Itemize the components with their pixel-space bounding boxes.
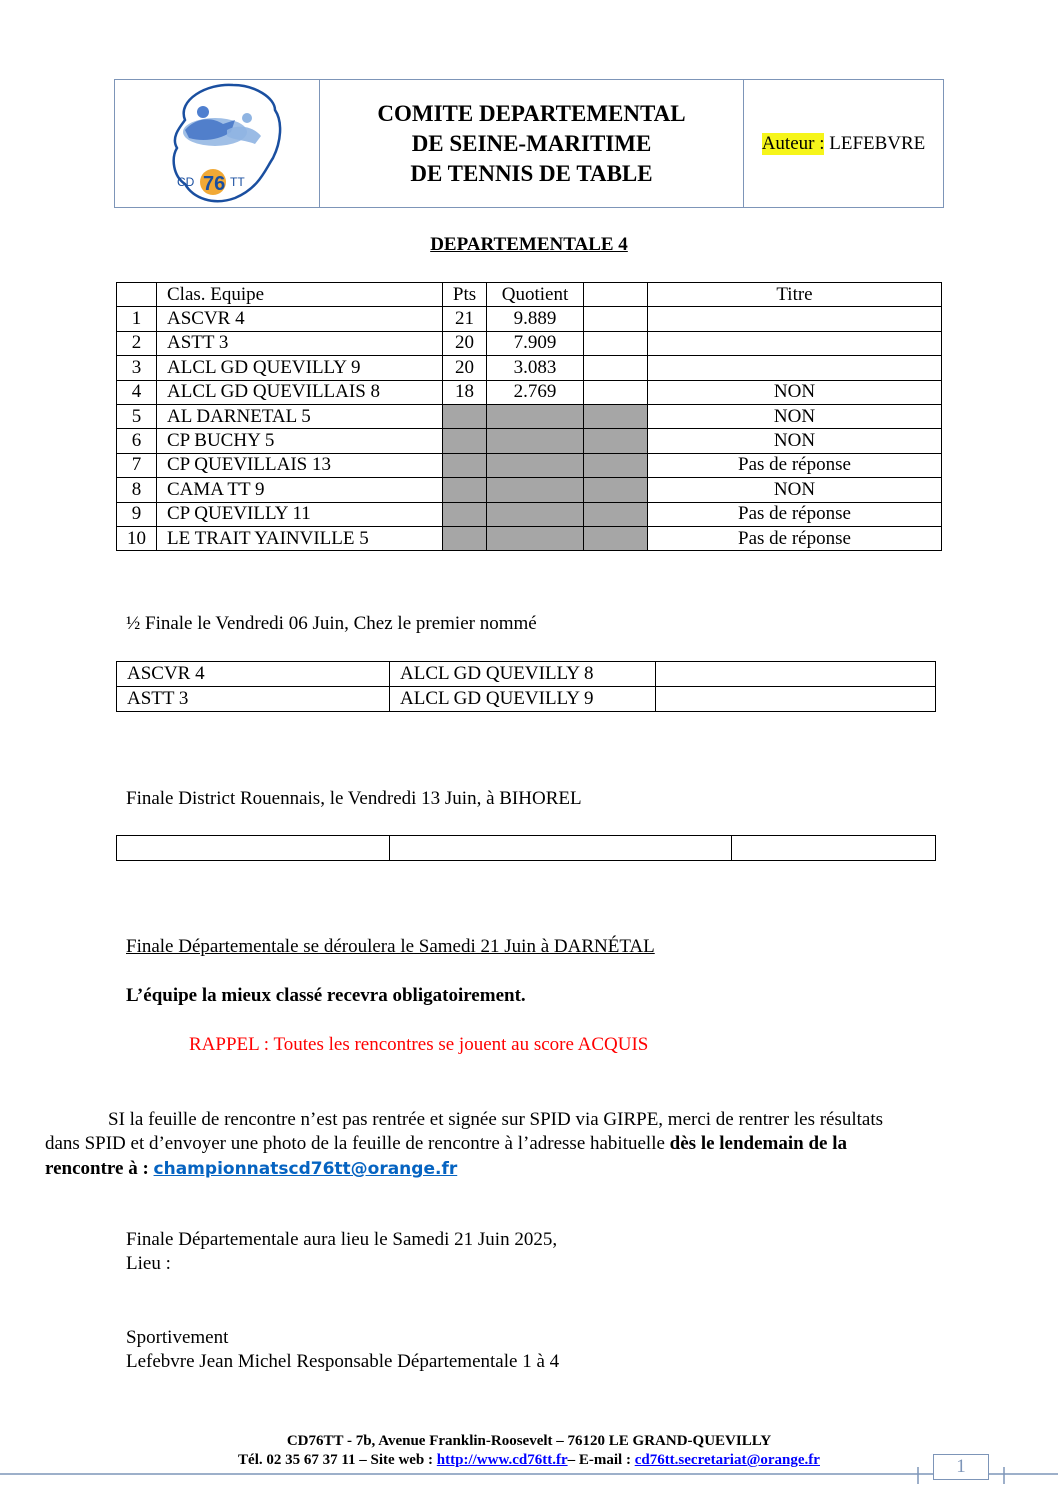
- footer-email-link[interactable]: cd76tt.secretariat@orange.fr: [634, 1452, 820, 1468]
- points-cell: 18: [443, 380, 487, 404]
- best-team-line: L’équipe la mieux classé recevra obligatoirement.: [126, 985, 526, 1006]
- extra-cell: [584, 404, 648, 428]
- quotient-cell: [487, 429, 584, 453]
- quotient-cell: 9.889: [487, 307, 584, 331]
- quotient-cell: [487, 502, 584, 526]
- ranking-table: [116, 282, 942, 551]
- organization-title: [320, 80, 744, 207]
- ranking-row: [117, 404, 942, 428]
- footer-address: CD76TT - 7b, Avenue Franklin-Roosevelt – 76120 LE GRAND-QUEVILLY: [286, 1433, 772, 1449]
- ranking-row: [117, 526, 942, 550]
- points-cell: [443, 502, 487, 526]
- title-cell: Pas de réponse: [648, 502, 942, 526]
- page-number: 1: [933, 1454, 989, 1480]
- ranking-row: [117, 502, 942, 526]
- header-rank: [117, 283, 157, 307]
- header-quotient: Quotient: [487, 283, 584, 307]
- footer-phone: Tél. 02 35 67 37 11 – Site web :: [238, 1452, 437, 1468]
- match-home: ASTT 3: [117, 687, 390, 712]
- points-cell: [443, 404, 487, 428]
- match-away: ALCL GD QUEVILLY 8: [390, 662, 656, 687]
- header-title: Titre: [648, 283, 942, 307]
- ranking-row: [117, 478, 942, 502]
- signature-closing: Sportivement: [126, 1327, 229, 1348]
- points-cell: 21: [443, 307, 487, 331]
- rank-cell: 3: [117, 356, 157, 380]
- header-points: Pts: [443, 283, 487, 307]
- rank-cell: 2: [117, 331, 157, 355]
- semifinal-table: [116, 661, 936, 712]
- championship-email-link[interactable]: championnatscd76tt@orange.fr: [153, 1159, 458, 1179]
- team-cell: ASTT 3: [157, 331, 443, 355]
- quotient-cell: 2.769: [487, 380, 584, 404]
- extra-cell: [584, 331, 648, 355]
- quotient-cell: 3.083: [487, 356, 584, 380]
- team-cell: CP QUEVILLAIS 13: [157, 453, 443, 477]
- footer-website-link[interactable]: http://www.cd76tt.fr: [436, 1452, 568, 1468]
- svg-text:TT: TT: [230, 175, 245, 189]
- org-line-1: COMITE DEPARTEMENTAL: [377, 100, 686, 126]
- extra-cell: [584, 526, 648, 550]
- district-final-intro: Finale District Rouennais, le Vendredi 13 Juin, à BIHOREL: [126, 788, 582, 809]
- district-final-row: [117, 836, 936, 861]
- district-result: [732, 836, 936, 861]
- title-cell: [648, 356, 942, 380]
- final-info-line-2: Lieu :: [126, 1253, 171, 1274]
- instructions-line-3-bold: rencontre à :: [45, 1158, 154, 1179]
- ranking-row: [117, 356, 942, 380]
- extra-cell: [584, 502, 648, 526]
- extra-cell: [584, 356, 648, 380]
- match-result: [656, 687, 936, 712]
- semifinal-row: [117, 687, 936, 712]
- rank-cell: 1: [117, 307, 157, 331]
- svg-text:76: 76: [203, 173, 226, 195]
- quotient-cell: [487, 404, 584, 428]
- points-cell: 20: [443, 356, 487, 380]
- author-name: LEFEBVRE: [829, 132, 926, 154]
- rank-cell: 10: [117, 526, 157, 550]
- team-cell: ASCVR 4: [157, 307, 443, 331]
- title-cell: [648, 307, 942, 331]
- team-cell: CP BUCHY 5: [157, 429, 443, 453]
- dept-final-line: Finale Départementale se déroulera le Samedi 21 Juin à DARNÉTAL: [126, 936, 655, 957]
- extra-cell: [584, 478, 648, 502]
- instructions-line-2-bold: dès le lendemain de la: [669, 1133, 848, 1154]
- quotient-cell: 7.909: [487, 331, 584, 355]
- ranking-row: [117, 453, 942, 477]
- district-home: [117, 836, 390, 861]
- match-away: ALCL GD QUEVILLY 9: [390, 687, 656, 712]
- title-cell: NON: [648, 404, 942, 428]
- ranking-row: [117, 429, 942, 453]
- rank-cell: 8: [117, 478, 157, 502]
- team-cell: CP QUEVILLY 11: [157, 502, 443, 526]
- author-label: Auteur :: [761, 132, 825, 154]
- match-home: ASCVR 4: [117, 662, 390, 687]
- points-cell: [443, 478, 487, 502]
- points-cell: 20: [443, 331, 487, 355]
- points-cell: [443, 429, 487, 453]
- points-cell: [443, 453, 487, 477]
- title-cell: NON: [648, 478, 942, 502]
- semifinal-row: [117, 662, 936, 687]
- team-cell: AL DARNETAL 5: [157, 404, 443, 428]
- org-line-3: DE TENNIS DE TABLE: [410, 160, 653, 186]
- district-away: [390, 836, 732, 861]
- team-cell: CAMA TT 9: [157, 478, 443, 502]
- match-result: [656, 662, 936, 687]
- rank-cell: 7: [117, 453, 157, 477]
- quotient-cell: [487, 526, 584, 550]
- header-extra: [584, 283, 648, 307]
- title-cell: NON: [648, 429, 942, 453]
- footer-divider: [0, 1466, 1058, 1486]
- title-cell: Pas de réponse: [648, 453, 942, 477]
- document-header: [114, 79, 944, 208]
- section-title: DEPARTEMENTALE 4: [430, 234, 628, 255]
- org-line-2: DE SEINE-MARITIME: [411, 130, 652, 156]
- ranking-row: [117, 331, 942, 355]
- instructions-line-2: [45, 1133, 847, 1155]
- cd76tt-logo: [115, 80, 319, 207]
- instructions-line-3: [45, 1158, 457, 1180]
- quotient-cell: [487, 453, 584, 477]
- extra-cell: [584, 307, 648, 331]
- logo-text: CD: [177, 175, 195, 189]
- extra-cell: [584, 380, 648, 404]
- ranking-row: [117, 380, 942, 404]
- extra-cell: [584, 453, 648, 477]
- team-cell: ALCL GD QUEVILLAIS 8: [157, 380, 443, 404]
- points-cell: [443, 526, 487, 550]
- team-cell: LE TRAIT YAINVILLE 5: [157, 526, 443, 550]
- header-team: Clas. Equipe: [157, 283, 443, 307]
- semifinal-intro: ½ Finale le Vendredi 06 Juin, Chez le premier nommé: [126, 613, 537, 634]
- instructions-line-2-text: dans SPID et d’envoyer une photo de la feuille de rencontre à l’adresse habituelle: [45, 1133, 670, 1154]
- ranking-header-row: [117, 283, 942, 307]
- title-cell: NON: [648, 380, 942, 404]
- final-info-line-1: Finale Départementale aura lieu le Samedi 21 Juin 2025,: [126, 1229, 558, 1250]
- district-final-table: [116, 835, 936, 861]
- rank-cell: 5: [117, 404, 157, 428]
- team-cell: ALCL GD QUEVILLY 9: [157, 356, 443, 380]
- author-cell: [744, 80, 943, 207]
- ranking-row: [117, 307, 942, 331]
- title-cell: Pas de réponse: [648, 526, 942, 550]
- footer-email-prefix: – E-mail :: [567, 1452, 635, 1468]
- reminder-text: RAPPEL : Toutes les rencontres se jouent au score ACQUIS: [189, 1034, 649, 1055]
- rank-cell: 9: [117, 502, 157, 526]
- extra-cell: [584, 429, 648, 453]
- title-cell: [648, 331, 942, 355]
- signature-name: Lefebvre Jean Michel Responsable Départementale 1 à 4: [126, 1351, 560, 1372]
- rank-cell: 4: [117, 380, 157, 404]
- quotient-cell: [487, 478, 584, 502]
- instructions-line-1: SI la feuille de rencontre n’est pas rentrée et signée sur SPID via GIRPE, merci de rentrer les résultats: [108, 1109, 884, 1130]
- logo-cell: [115, 80, 320, 207]
- rank-cell: 6: [117, 429, 157, 453]
